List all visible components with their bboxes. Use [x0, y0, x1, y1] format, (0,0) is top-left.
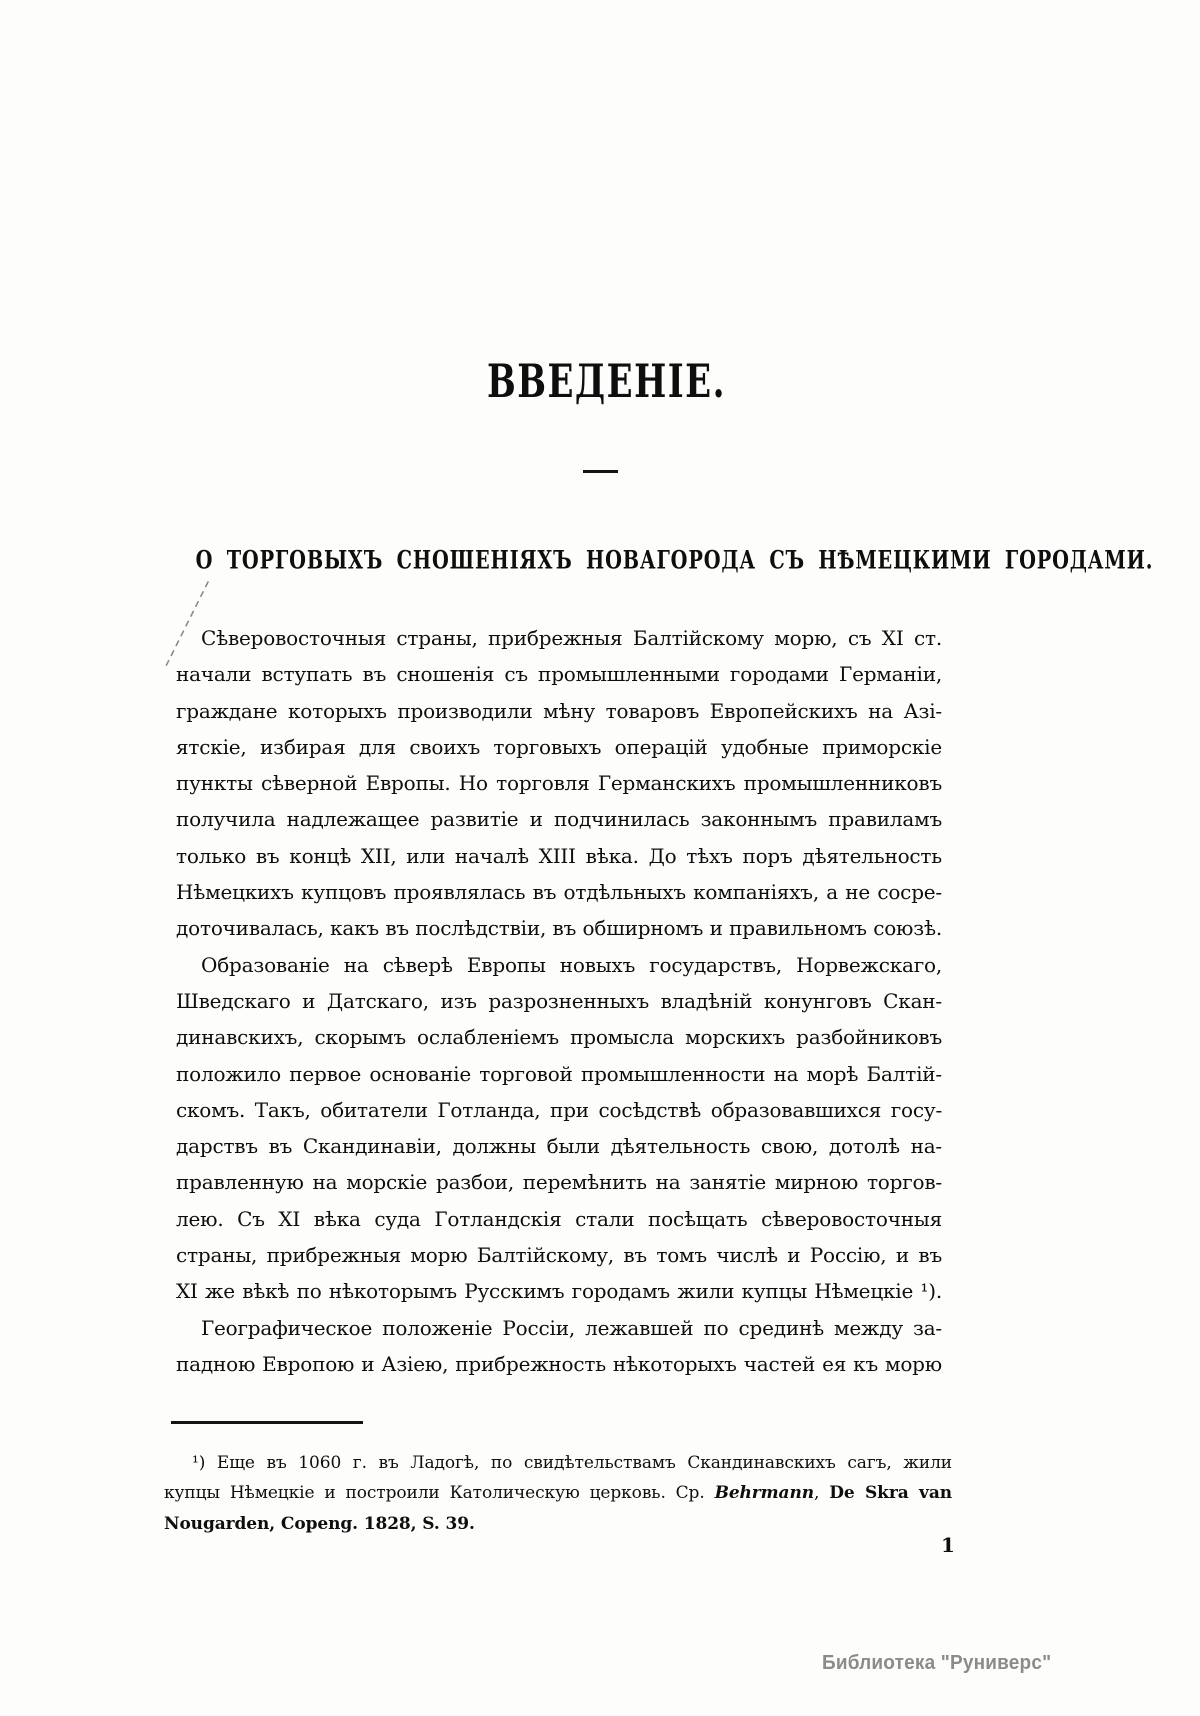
footnote-citation-segment: купцы Нѣмецкіе и построили Католическую церковь. Ср.	[164, 1483, 715, 1504]
footnote-citation-segment: ,	[814, 1483, 830, 1504]
footnote-separator	[171, 1421, 363, 1424]
body-text	[176, 620, 942, 1382]
body-text-line: лею. Съ XI вѣка суда Готландскія стали посѣщать сѣверовосточныя	[176, 1206, 942, 1231]
footnote	[164, 1448, 952, 1539]
footnote-citation-segment: De Skra van	[829, 1483, 953, 1504]
body-text-line: правленную на морскіе разбои, перемѣнить на занятіе мирною торгов-	[176, 1170, 942, 1195]
body-text-line: получила надлежащее развитіе и подчинилась законнымъ правиламъ	[176, 807, 942, 832]
body-text-line: падною Европою и Азіею, прибрежность нѣкоторыхъ частей ея къ морю	[176, 1351, 942, 1376]
footnote-citation-segment: Behrmann	[714, 1483, 814, 1504]
body-text-line: доточивалась, какъ въ послѣдствіи, въ обширномъ и правильномъ союзѣ.	[176, 916, 942, 941]
page-number: 1	[941, 1533, 955, 1557]
watermark: Библиотека "Руниверс"	[822, 1652, 1052, 1674]
body-text-line: только въ концѣ XII, или началѣ XIII вѣка. До тѣхъ поръ дѣятельность	[176, 843, 942, 868]
body-text-line: ятскіе, избирая для своихъ торговыхъ операцій удобные приморскіе	[176, 734, 942, 759]
body-text-line: Образованіе на сѣверѣ Европы новыхъ государствъ, Норвежскаго,	[201, 952, 942, 977]
body-text-line: положило первое основаніе торговой промышленности на морѣ Балтій-	[176, 1061, 942, 1086]
body-text-line: XI же вѣкѣ по нѣкоторымъ Русскимъ городамъ жили купцы Нѣмецкіе ¹).	[176, 1279, 942, 1304]
footnote-line	[164, 1478, 952, 1508]
body-text-line: скомъ. Такъ, обитатели Готланда, при сосѣдствѣ образовавшихся госу-	[176, 1097, 942, 1122]
body-text-line: Шведскаго и Датскаго, изъ разрозненныхъ владѣній конунговъ Скан-	[176, 988, 942, 1013]
body-text-line: Нѣмецкихъ купцовъ проявлялась въ отдѣльныхъ компаніяхъ, а не сосре-	[176, 880, 942, 905]
chapter-heading: О ТОРГОВЫХЪ СНОШЕНІЯХЪ НОВАГОРОДА СЪ НѢМЕЦКИМИ ГОРОДАМИ.	[195, 545, 1154, 576]
footnote-line	[164, 1509, 952, 1539]
body-text-line: дарствъ въ Скандинавіи, должны были дѣятельность свою, дотолѣ на-	[176, 1134, 942, 1159]
footnote-citation-segment: Nougarden, Copeng. 1828, S. 39.	[164, 1513, 475, 1534]
body-text-line: страны, прибрежныя морю Балтійскому, въ томъ числѣ и Россію, и въ	[176, 1243, 942, 1268]
footnote-line: ¹) Еще въ 1060 г. въ Ладогѣ, по свидѣтельствамъ Скандинавскихъ сагъ, жили	[192, 1453, 952, 1473]
body-text-line: Географическое положеніе Россіи, лежавшей по срединѣ между за-	[201, 1315, 942, 1340]
section-divider	[583, 470, 618, 473]
body-text-line: Сѣверовосточныя страны, прибрежныя Балтійскому морю, съ XI ст.	[201, 626, 942, 650]
body-text-line: начали вступать въ сношенія съ промышленными городами Германіи,	[176, 662, 942, 687]
page-title: ВВЕДЕНІЕ.	[487, 354, 726, 408]
body-text-line: граждане которыхъ производили мѣну товаровъ Европейскихъ на Азі-	[176, 698, 942, 723]
body-text-line: динавскихъ, скорымъ ослабленіемъ промысла морскихъ разбойниковъ	[176, 1025, 942, 1050]
body-text-line: пункты сѣверной Европы. Но торговля Германскихъ промышленниковъ	[176, 771, 942, 796]
